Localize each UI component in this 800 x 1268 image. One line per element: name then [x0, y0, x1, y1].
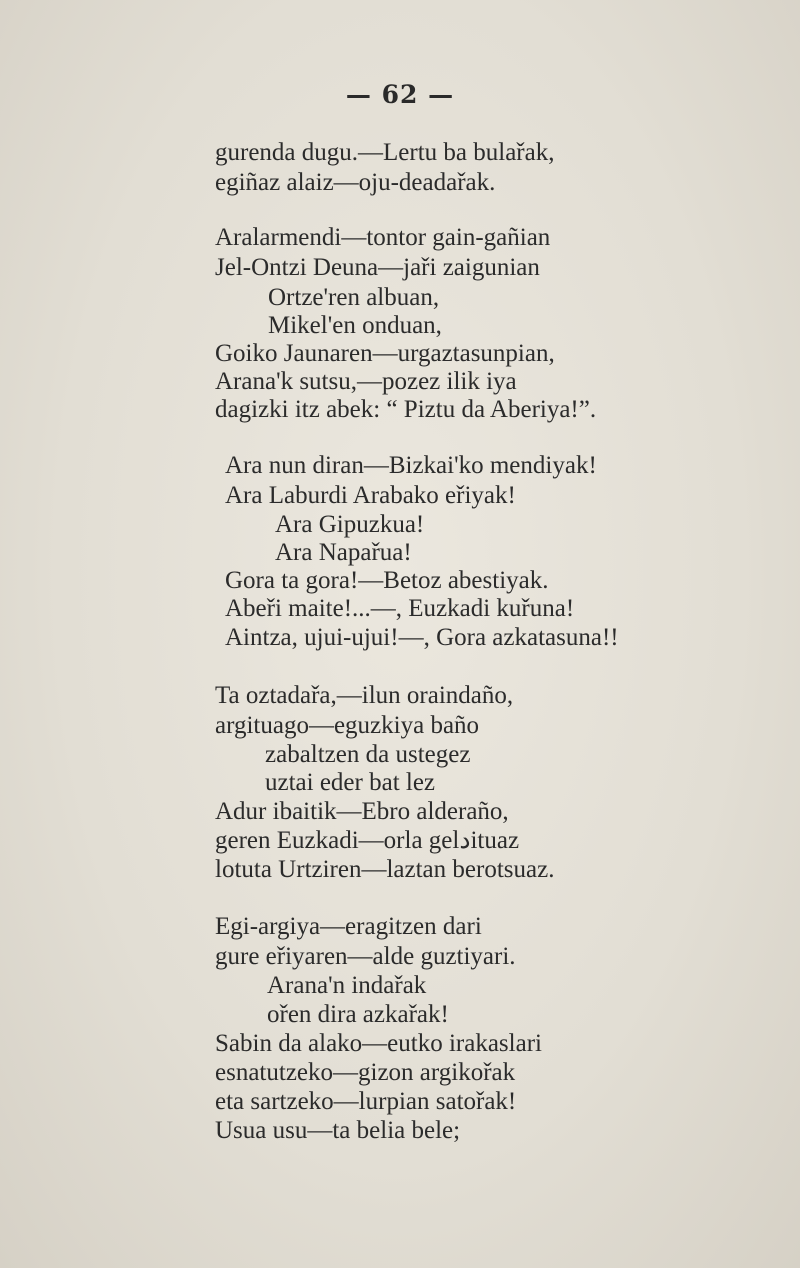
poem-line: Ta oztadařa,—ilun oraindaño, — [215, 682, 514, 709]
poem-line: uztai eder bat lez — [265, 769, 436, 796]
poem-line: Jel-Ontzi Deuna—jaři zaigunian — [215, 254, 540, 281]
page-number: — 62 — — [345, 80, 455, 109]
poem-line: zabaltzen da ustegez — [265, 741, 471, 768]
poem-line: egiñaz alaiz—oju-deadařak. — [215, 169, 496, 196]
poem-line: esnatutzeko—gizon argikořak — [215, 1059, 516, 1086]
poem-line: argituago—eguzkiya baño — [215, 712, 480, 739]
poem-line: Ara nun diran—Bizkai'ko mendiyak! — [225, 452, 597, 479]
poem-line: Ortze'ren albuan, — [268, 284, 440, 311]
poem-line: Ara Napařua! — [275, 539, 412, 566]
poem-line: Aralarmendi—tontor gain-gañian — [215, 224, 551, 251]
poem-line: Gora ta gora!—Betoz abestiyak. — [225, 567, 549, 594]
poem-line: Abeři maite!...—, Euzkadi kuřuna! — [225, 595, 575, 622]
poem-line: Arana'k sutsu,—pozez ilik iya — [215, 368, 517, 395]
poem-line: Aintza, ujui-ujui!—, Gora azkatasuna!! — [225, 624, 619, 651]
poem-line: Ara Laburdi Arabako eřiyak! — [225, 482, 516, 509]
poem-line: gure eřiyaren—alde guztiyari. — [215, 943, 516, 970]
poem-line: Egi-argiya—eragitzen dari — [215, 913, 482, 940]
poem-line: Ara Gipuzkua! — [275, 511, 425, 538]
poem-line: geren Euzkadi—orla gelدituaz — [215, 827, 520, 854]
poem-line: ořen dira azkařak! — [267, 1001, 449, 1028]
poem-line: Adur ibaitik—Ebro alderaño, — [215, 798, 509, 825]
poem-line: dagizki itz abek: “ Piztu da Aberiya!”. — [215, 396, 597, 423]
poem-line: Sabin da alako—eutko irakaslari — [215, 1030, 542, 1057]
poem-line: gurenda dugu.—Lertu ba bulařak, — [215, 139, 555, 166]
poem-line: lotuta Urtziren—laztan berotsuaz. — [215, 856, 555, 883]
poem-line: Usua usu—ta belia bele; — [215, 1117, 461, 1144]
poem-line: Arana'n indařak — [267, 972, 427, 999]
poem-line: Mikel'en onduan, — [268, 312, 442, 339]
poem-line: eta sartzeko—lurpian satořak! — [215, 1088, 517, 1115]
poem-line: Goiko Jaunaren—urgaztasunpian, — [215, 340, 555, 367]
